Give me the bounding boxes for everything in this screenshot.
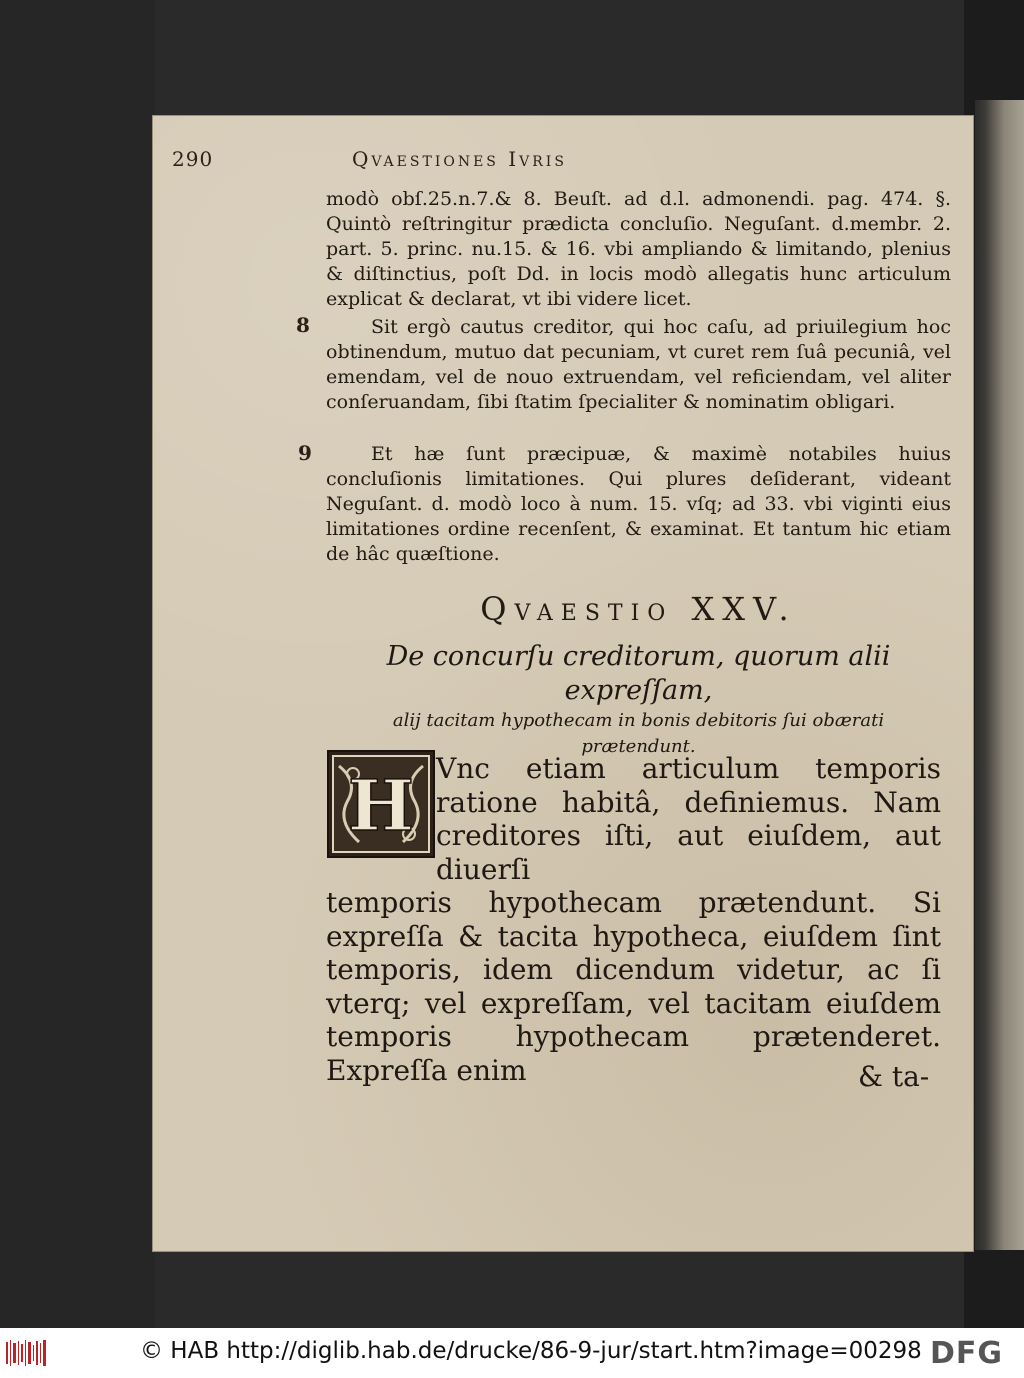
scan-background-left [0,0,155,1328]
question-title-line-1: De concurſu creditorum, quorum alii expreſſam, [386,641,891,706]
footer-bar [0,1328,1024,1378]
question-title-line-3: prætendunt. [581,736,696,757]
dfg-logo: DFG [930,1336,1004,1371]
initial-letter: H [347,764,415,847]
question-title-line-2: alij tacitam hypothecam in bonis debitoris ſui obærati [392,710,885,731]
main-text-continued: temporis hypothecam prætendunt. Si expreſſa & tacita hypotheca, eiuſdem ſint temporis, idem dicendum videtur, ac ſi vterq; vel expreſſam, vel tacitam eiuſdem temporis hypothecam prætenderet. Expreſſa enim [326,886,941,1087]
margin-number-9: 9 [298,441,312,465]
question-number: Qvaestio XXV. [480,590,797,628]
question-title [326,640,951,760]
catchword: & ta- [858,1060,930,1093]
adjacent-page-edge [975,100,1024,1250]
paragraph-8-text: Sit ergò cautus creditor, qui hoc caſu, ad priuilegium hoc obtinendum, mutuo dat pecuniam, vt curet rem ſuâ pecuniâ, vel emendam, vel de nouo extruendam, vel reficiendam, vel aliter conſeruandam, ſibi ſtatim ſpecialiter & nominatim obligari. [326,316,951,413]
running-title: Qvaestiones Ivris [352,147,567,171]
lead-continuation [326,187,951,312]
paragraph-9-text: Et hæ ſunt præcipuæ, & maximè notabiles huius concluſionis limitationes. Qui plures deſiderant, videant Neguſant. d. modò loco à num. 15. vſq; ad 33. vbi viginti eius limitationes ordine recenſent, & examinat. Et tantum hic etiam de hâc quæſtione. [326,443,951,565]
paragraph-9 [326,442,951,567]
lead-continuation-text: modò obſ.25.n.7.& 8. Beuſt. ad d.l. admonendi. pag. 474. §. Quintò reſtringitur prædicta concluſio. Neguſant. d.membr. 2. part. 5. princ. nu.15. & 16. vbi ampliando & limitando, plenius & diſtinctius, poſt Dd. in locis modò allegatis hunc articulum explicat & declarat, vt ibi videre licet. [326,188,951,310]
main-text [326,752,941,1087]
hab-barcode-logo-icon [6,1338,48,1368]
footer-credit-link[interactable]: © HAB http://diglib.hab.de/drucke/86-9-jur/start.htm?image=00298 [140,1338,922,1364]
margin-number-8: 8 [296,313,310,337]
paragraph-8 [326,315,951,415]
running-head [172,147,812,177]
main-text-indented: Vnc etiam articulum temporis ratione habitâ, definiemus. Nam creditores iſti, aut eiuſdem, aut diuerſi [436,752,941,886]
page-number: 290 [172,147,214,171]
